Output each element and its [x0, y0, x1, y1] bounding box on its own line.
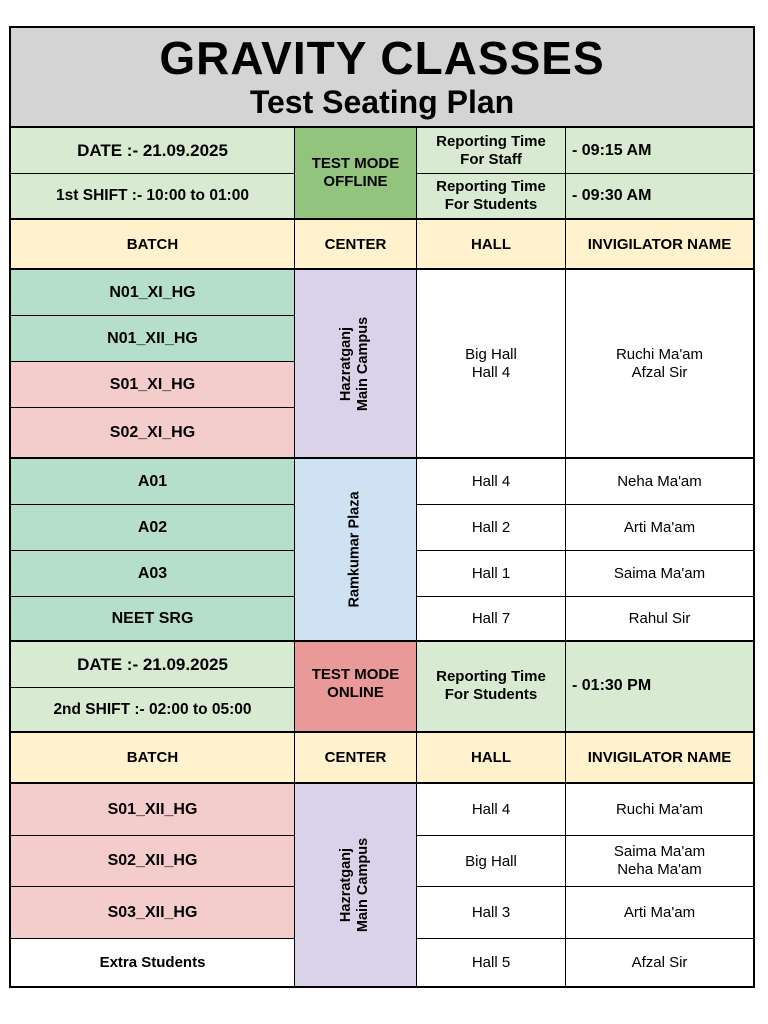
student-reporting-time: - 09:30 AM — [566, 174, 753, 220]
batch-cell: S03_XII_HG — [11, 887, 295, 939]
batch-cell: A02 — [11, 505, 295, 551]
invigilator-cell — [566, 270, 753, 459]
student-reporting-label — [417, 174, 566, 220]
seating-plan-sheet — [9, 26, 755, 988]
col-header-batch: BATCH — [11, 733, 295, 784]
batch-cell: A01 — [11, 459, 295, 505]
center-line1: Hazratganj — [338, 326, 355, 401]
invigilator-cell: Arti Ma'am — [566, 505, 753, 551]
col-header-invigilator: INVIGILATOR NAME — [566, 733, 753, 784]
staff-label-line2: For Staff — [460, 150, 522, 168]
center-cell — [295, 270, 417, 459]
shift2-reporting-label — [417, 642, 566, 733]
batch-cell: N01_XII_HG — [11, 316, 295, 362]
batch-cell: S02_XII_HG — [11, 836, 295, 887]
invigilator-cell: Saima Ma'am — [566, 551, 753, 597]
shift1-test-mode — [295, 128, 417, 220]
shift2-time: 2nd SHIFT :- 02:00 to 05:00 — [11, 688, 295, 733]
col-header-invigilator: INVIGILATOR NAME — [566, 220, 753, 270]
hall-cell — [417, 270, 566, 459]
invigilator-cell: Ruchi Ma'am — [566, 784, 753, 836]
invigilator-line1: Saima Ma'am — [613, 843, 706, 860]
hall-cell: Hall 5 — [417, 939, 566, 986]
shift2-label-line2: For Students — [444, 686, 538, 703]
batch-cell: S02_XI_HG — [11, 408, 295, 459]
shift1-time: 1st SHIFT :- 10:00 to 01:00 — [11, 174, 295, 220]
staff-reporting-time: - 09:15 AM — [566, 128, 753, 174]
shift1-mode-line2: OFFLINE — [323, 173, 388, 190]
invigilator-cell — [566, 836, 753, 887]
batch-cell: Extra Students — [11, 939, 295, 986]
invigilator-cell: Arti Ma'am — [566, 887, 753, 939]
invigilator-line2: Neha Ma'am — [617, 861, 702, 878]
page-subtitle: Test Seating Plan — [249, 84, 515, 120]
col-header-center: CENTER — [295, 733, 417, 784]
hall-cell: Hall 7 — [417, 597, 566, 642]
shift2-date: DATE :- 21.09.2025 — [11, 642, 295, 688]
shift1-date: DATE :- 21.09.2025 — [11, 128, 295, 174]
hall-cell: Hall 2 — [417, 505, 566, 551]
col-header-hall: HALL — [417, 220, 566, 270]
shift2-mode-line2: ONLINE — [327, 684, 384, 701]
shift2-label-line1: Reporting Time — [436, 668, 546, 685]
invigilator-cell: Rahul Sir — [566, 597, 753, 642]
page-title: GRAVITY CLASSES — [159, 32, 605, 84]
hall-cell: Hall 1 — [417, 551, 566, 597]
center-line2: Main Campus — [355, 837, 372, 933]
center-line2: Main Campus — [355, 316, 372, 411]
hall-cell: Hall 4 — [417, 459, 566, 505]
shift1-mode-line1: TEST MODE — [311, 155, 400, 172]
hall-cell: Hall 3 — [417, 887, 566, 939]
shift2-mode-line1: TEST MODE — [311, 666, 400, 683]
center-cell — [295, 784, 417, 986]
invigilator-cell: Afzal Sir — [566, 939, 753, 986]
student-label-line2: For Students — [444, 196, 538, 213]
batch-cell: NEET SRG — [11, 597, 295, 642]
shift2-test-mode — [295, 642, 417, 733]
invigilator-cell: Neha Ma'am — [566, 459, 753, 505]
col-header-batch: BATCH — [11, 220, 295, 270]
col-header-hall: HALL — [417, 733, 566, 784]
batch-cell: S01_XII_HG — [11, 784, 295, 836]
hall-cell: Hall 4 — [417, 784, 566, 836]
hall-line1: Big Hall — [465, 345, 517, 363]
batch-cell: S01_XI_HG — [11, 362, 295, 408]
invigilator-line1: Ruchi Ma'am — [615, 345, 704, 363]
col-header-center: CENTER — [295, 220, 417, 270]
hall-cell: Big Hall — [417, 836, 566, 887]
student-label-line1: Reporting Time — [436, 178, 546, 195]
center-label: Ramkumar Plaza — [347, 491, 363, 608]
batch-cell: A03 — [11, 551, 295, 597]
title-block — [11, 28, 753, 128]
hall-line2: Hall 4 — [471, 363, 511, 381]
staff-reporting-label — [417, 128, 566, 174]
center-line1: Hazratganj — [338, 847, 355, 923]
center-cell — [295, 459, 417, 642]
staff-label-line1: Reporting Time — [436, 132, 546, 150]
batch-cell: N01_XI_HG — [11, 270, 295, 316]
shift2-reporting-time: - 01:30 PM — [566, 642, 753, 733]
invigilator-line2: Afzal Sir — [631, 363, 688, 381]
